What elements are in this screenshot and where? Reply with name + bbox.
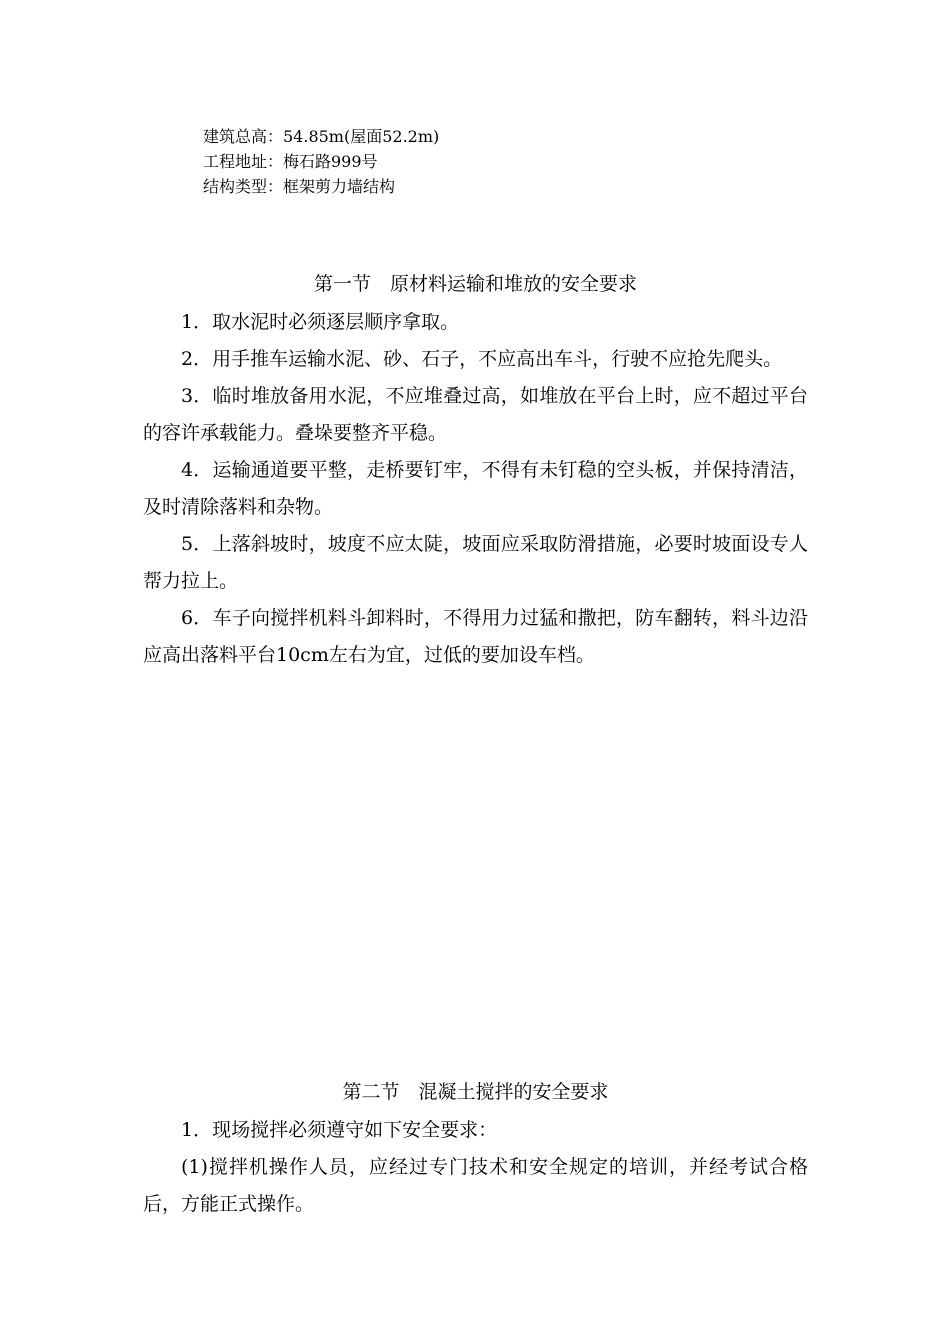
paragraph: 3．临时堆放备用水泥，不应堆叠过高，如堆放在平台上时，应不超过平台的容许承载能力。叠垛要整齐平稳。 bbox=[143, 385, 808, 444]
paragraph: 4．运输通道要平整，走桥要钉牢，不得有未钉稳的空头板，并保持清洁，及时清除落料和杂物。 bbox=[143, 459, 808, 518]
paragraph: 6．车子向搅拌机料斗卸料时，不得用力过猛和撒把，防车翻转，料斗边沿应高出落料平台10cm左右为宜，过低的要加设车档。 bbox=[143, 607, 808, 666]
project-info bbox=[203, 124, 803, 199]
info-project-address: 工程地址：梅石路999号 bbox=[203, 152, 378, 171]
section-title: 第二节 混凝土搅拌的安全要求 bbox=[342, 1081, 609, 1103]
section-concrete-mixing bbox=[143, 1078, 808, 1223]
info-structure-type: 结构类型：框架剪力墙结构 bbox=[203, 177, 396, 196]
info-building-height: 建筑总高：54.85m(屋面52.2m) bbox=[203, 127, 440, 146]
paragraph: 5．上落斜坡时，坡度不应太陡，坡面应采取防滑措施，必要时坡面设专人帮力拉上。 bbox=[143, 533, 808, 592]
paragraph: (1)搅拌机操作人员，应经过专门技术和安全规定的培训，并经考试合格后，方能正式操作。 bbox=[143, 1156, 808, 1215]
paragraph: 1．现场搅拌必须遵守如下安全要求： bbox=[181, 1119, 498, 1141]
section-title: 第一节 原材料运输和堆放的安全要求 bbox=[313, 273, 637, 295]
section-raw-material-transport bbox=[143, 270, 808, 674]
paragraph: 2．用手推车运输水泥、砂、石子，不应高出车斗，行驶不应抢先爬头。 bbox=[181, 348, 783, 370]
paragraph: 1．取水泥时必须逐层顺序拿取。 bbox=[181, 311, 460, 333]
